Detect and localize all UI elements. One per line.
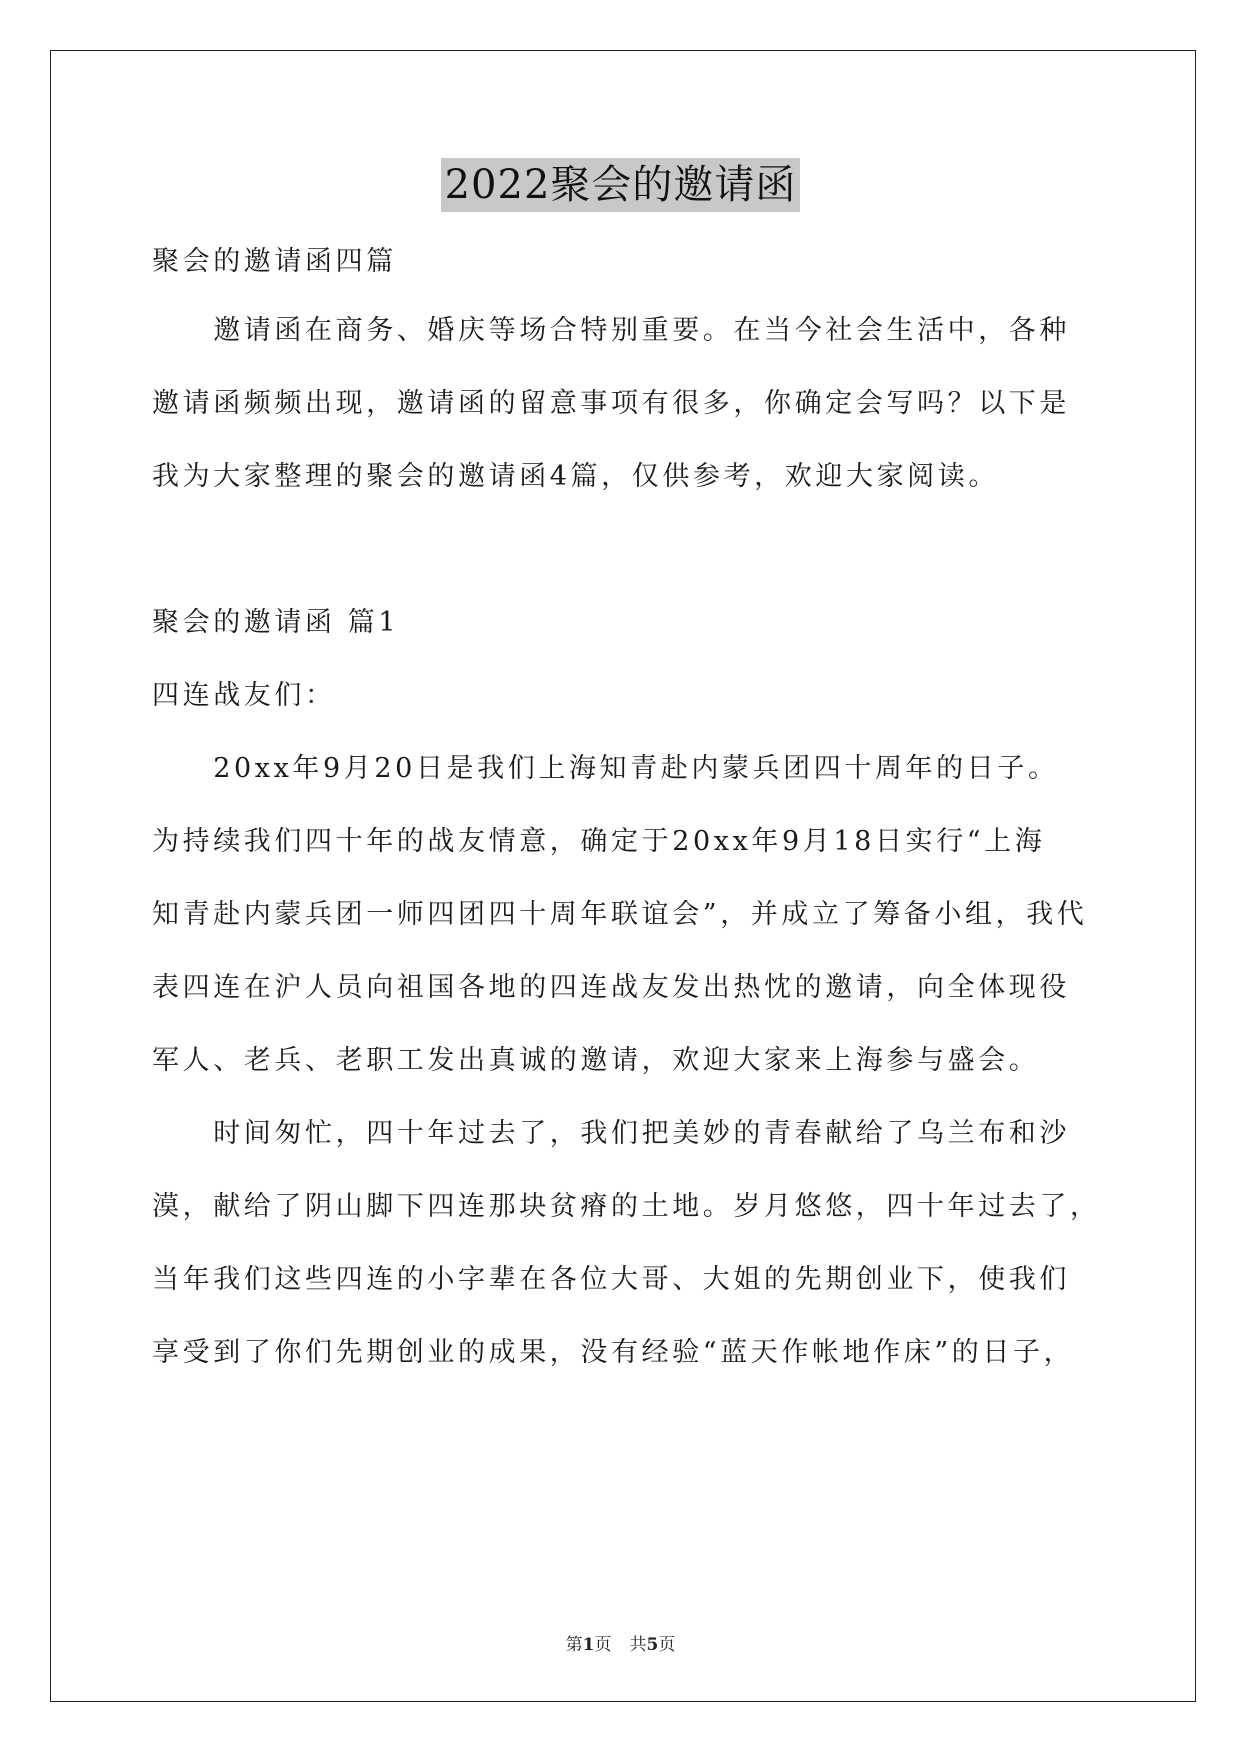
intro-line-1: 邀请函在商务、婚庆等场合特别重要。在当今社会生活中，各种 <box>152 315 1070 346</box>
page-footer <box>0 1630 1241 1655</box>
title-container <box>0 158 1241 212</box>
document-title: 2022聚会的邀请函 <box>441 158 801 212</box>
page-suffix: 页 <box>594 1635 612 1655</box>
salutation-line: 四连战友们： <box>152 680 336 711</box>
body-line-2: 为持续我们四十年的战友情意，确定于20xx年9月18日实行“上海 <box>152 826 1046 857</box>
intro-line-3: 我为大家整理的聚会的邀请函4篇，仅供参考，欢迎大家阅读。 <box>152 461 999 492</box>
body-line-6: 时间匆忙，四十年过去了，我们把美妙的青春献给了乌兰布和沙 <box>152 1118 1070 1149</box>
body-line-8: 当年我们这些四连的小字辈在各位大哥、大姐的先期创业下，使我们 <box>152 1264 1070 1295</box>
subtitle-line: 聚会的邀请函四篇 <box>152 246 397 277</box>
page-number: 1 <box>582 1635 595 1655</box>
body-line-5: 军人、老兵、老职工发出真诚的邀请，欢迎大家来上海参与盛会。 <box>152 1045 1040 1076</box>
section-heading-1: 聚会的邀请函 篇1 <box>152 607 400 638</box>
page-prefix: 第 <box>565 1635 583 1655</box>
body-line-4: 表四连在沪人员向祖国各地的四连战友发出热忱的邀请，向全体现役 <box>152 972 1070 1003</box>
total-prefix: 共 <box>629 1635 647 1655</box>
body-line-9: 享受到了你们先期创业的成果，没有经验“蓝天作帐地作床”的日子， <box>152 1337 1075 1368</box>
body-line-1: 20xx年9月20日是我们上海知青赴内蒙兵团四十周年的日子。 <box>152 753 1059 784</box>
total-pages: 5 <box>646 1635 659 1655</box>
page-border <box>50 50 1196 1702</box>
body-line-3: 知青赴内蒙兵团一师四团四十周年联谊会”，并成立了筹备小组，我代 <box>152 899 1088 930</box>
intro-line-2: 邀请函频频出现，邀请函的留意事项有很多，你确定会写吗？以下是 <box>152 388 1070 419</box>
total-suffix: 页 <box>658 1635 676 1655</box>
body-line-7: 漠，献给了阴山脚下四连那块贫瘠的土地。岁月悠悠，四十年过去了， <box>152 1191 1101 1222</box>
